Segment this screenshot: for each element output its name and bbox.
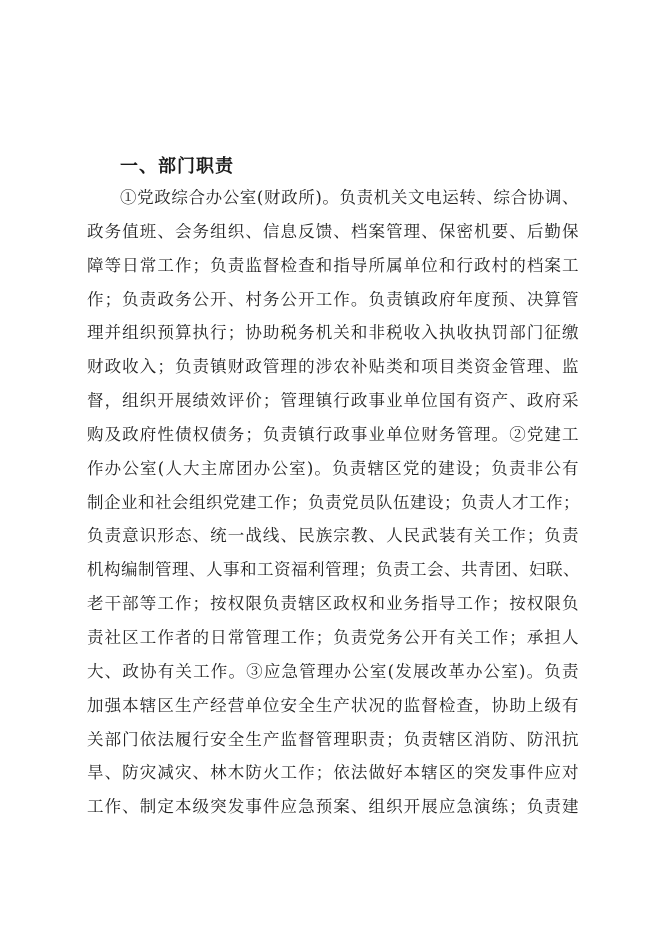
text-line: 政务值班、会务组织、信息反馈、档案管理、保密机要、后勤保 xyxy=(87,221,579,241)
body-paragraph xyxy=(87,184,579,827)
text-line: 财政收入；负责镇财政管理的涉农补贴类和项目类资金管理、监 xyxy=(87,357,579,377)
text-line: 购及政府性债权债务；负责镇行政事业单位财务管理。②党建工 xyxy=(87,424,579,444)
text-line: 作；负责政务公开、村务公开工作。负责镇政府年度预、决算管 xyxy=(87,289,579,309)
text-line: 工作、制定本级突发事件应急预案、组织开展应急演练；负责建 xyxy=(87,797,579,817)
text-line: 作办公室(人大主席团办公室)。负责辖区党的建设；负责非公有 xyxy=(87,458,579,478)
text-line: 老干部等工作；按权限负责辖区政权和业务指导工作；按权限负 xyxy=(87,594,579,614)
text-line: 督，组织开展绩效评价；管理镇行政事业单位国有资产、政府采 xyxy=(87,391,579,411)
text-line: ①党政综合办公室(财政所)。负责机关文电运转、综合协调、 xyxy=(120,188,579,207)
text-line: 理并组织预算执行；协助税务机关和非税收入执收执罚部门征缴 xyxy=(87,323,579,343)
text-line: 旱、防灾减灾、林木防火工作；依法做好本辖区的突发事件应对 xyxy=(87,763,579,783)
text-line: 大、政协有关工作。③应急管理办公室(发展改革办公室)。负责 xyxy=(87,661,579,681)
text-line: 负责意识形态、统一战线、民族宗教、人民武装有关工作；负责 xyxy=(87,526,579,546)
text-line: 加强本辖区生产经营单位安全生产状况的监督检查，协助上级有 xyxy=(87,695,579,715)
text-line: 机构编制管理、人事和工资福利管理；负责工会、共青团、妇联、 xyxy=(87,560,580,580)
text-line: 关部门依法履行安全生产监督管理职责；负责辖区消防、防汛抗 xyxy=(87,729,579,749)
text-line: 障等日常工作；负责监督检查和指导所属单位和行政村的档案工 xyxy=(87,255,579,275)
section-heading: 一、部门职责 xyxy=(120,156,234,177)
text-line: 制企业和社会组织党建工作；负责党员队伍建设；负责人才工作； xyxy=(87,492,580,512)
text-line: 责社区工作者的日常管理工作；负责党务公开有关工作；承担人 xyxy=(87,627,579,647)
